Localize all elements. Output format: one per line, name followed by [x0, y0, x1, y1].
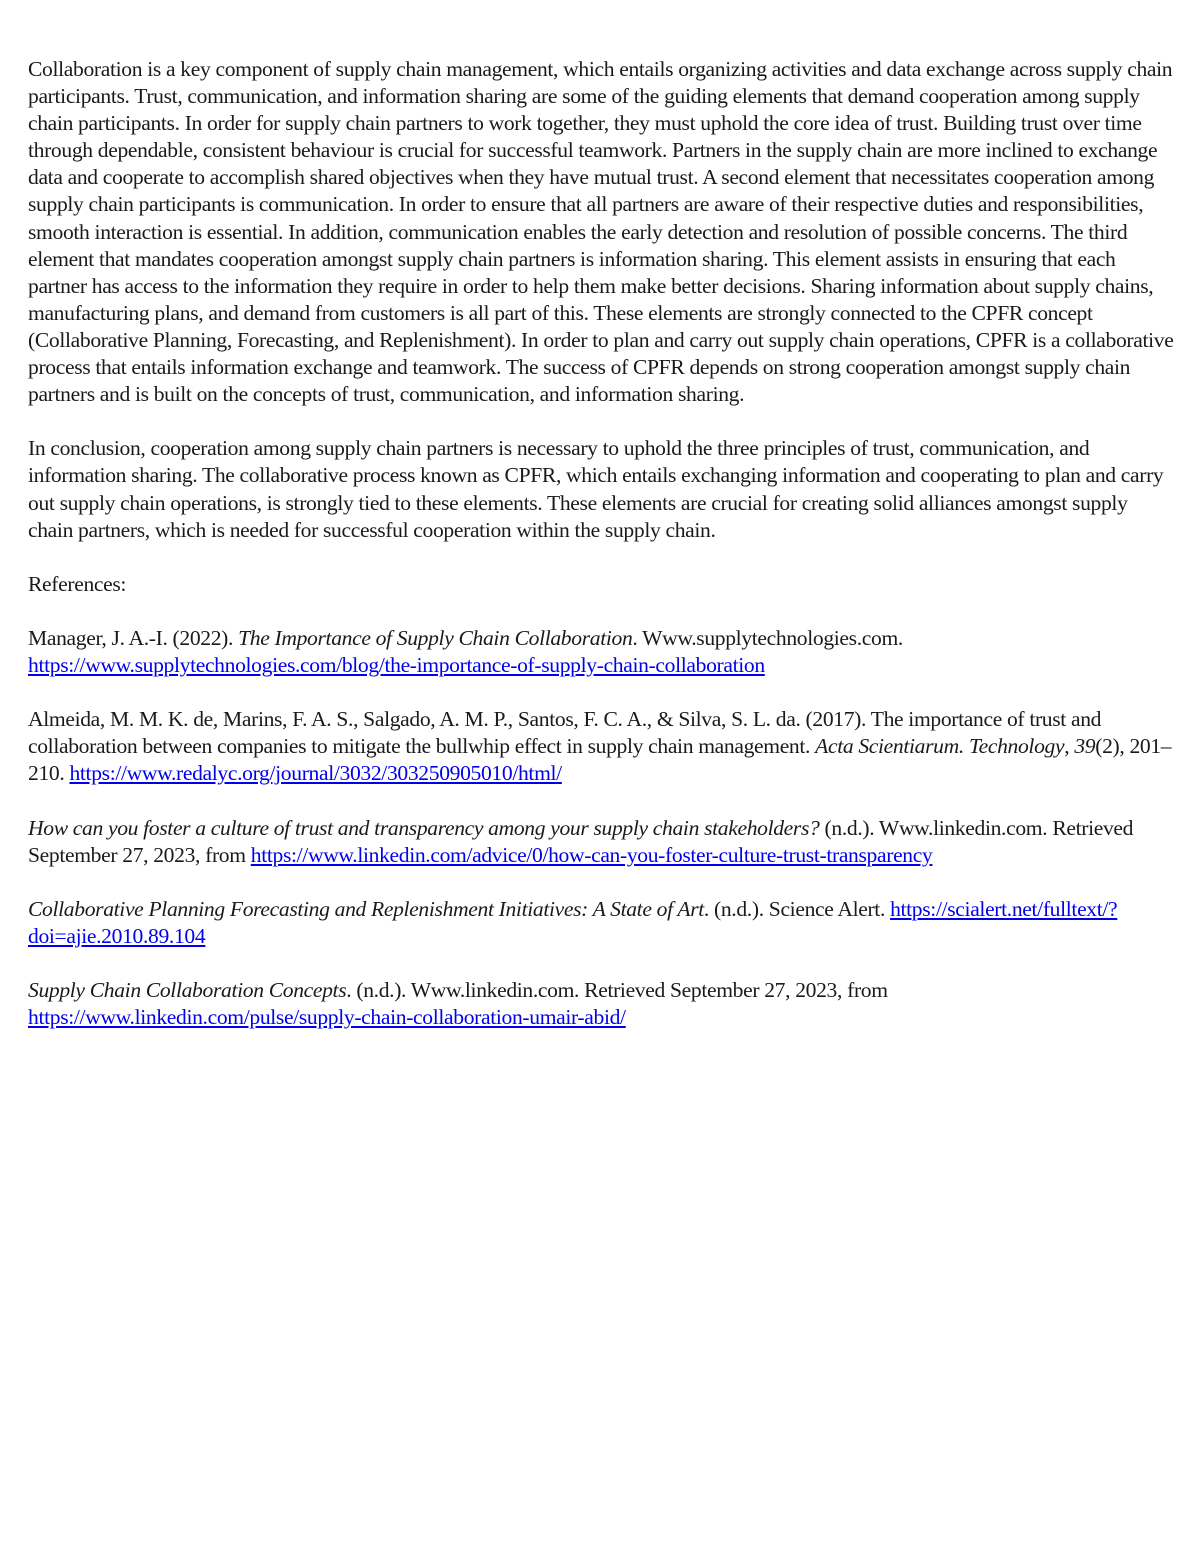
reference-source: . (n.d.). Www.linkedin.com. Retrieved September 27, 2023, from — [346, 978, 888, 1003]
references-heading: References: — [28, 571, 127, 596]
reference-entry-5 — [28, 977, 1174, 1031]
body-paragraph-1: Collaboration is a key component of supply chain management, which entails organizing activities and data exchange across supply chain participants. Trust, communication, and information sharing are some of the guiding elements that demand cooperation among supply chain participants. In order for supply chain partners to work together, they must uphold the core idea of trust. Building trust over time through dependable, consistent behaviour is crucial for successful teamwork. Partners in the supply chain are more inclined to exchange data and cooperate to accomplish shared objectives when they have mutual trust. A second element that necessitates cooperation among supply chain participants is communication. In order to ensure that all partners are aware of their respective duties and responsibilities, smooth interaction is essential. In addition, communication enables the early detection and resolution of possible concerns. The third element that mandates cooperation amongst supply chain partners is information sharing. This element assists in ensuring that each partner has access to the information they require in order to help them make better decisions. Sharing information about supply chains, manufacturing plans, and demand from customers is all part of this. These elements are strongly connected to the CPFR concept (Collaborative Planning, Forecasting, and Replenishment). In order to plan and carry out supply chain operations, CPFR is a collaborative process that entails information exchange and teamwork. The success of CPFR depends on strong cooperation amongst supply chain partners and is built on the concepts of trust, communication, and information sharing. — [28, 57, 1174, 407]
reference-link[interactable]: https://www.linkedin.com/advice/0/how-can-you-foster-culture-trust-transparency — [250, 842, 933, 867]
reference-link[interactable]: https://www.linkedin.com/pulse/supply-chain-collaboration-umair-abid/ — [28, 1005, 626, 1030]
reference-title: Supply Chain Collaboration Concepts — [28, 978, 347, 1003]
reference-entry-4 — [28, 896, 1174, 950]
reference-source: . Www.supplytechnologies.com. — [632, 625, 903, 650]
document-page — [28, 56, 1174, 1058]
reference-source: (n.d.). Www.linkedin.com. Retrieved September 27, 2023, from — [28, 815, 1134, 867]
reference-volume: 39 — [1074, 734, 1096, 759]
reference-title: The Importance of Supply Chain Collaboration — [238, 625, 633, 650]
reference-title: How can you foster a culture of trust and transparency among your supply chain stakeholders? — [28, 815, 820, 840]
body-paragraph-2: In conclusion, cooperation among supply chain partners is necessary to uphold the three principles of trust, communication, and information sharing. The collaborative process known as CPFR, which entails exchanging information and cooperating to plan and carry out supply chain operations, is strongly tied to these elements. These elements are crucial for creating solid alliances amongst supply chain partners, which is needed for successful cooperation within the supply chain. — [28, 436, 1164, 542]
reference-entry-1 — [28, 625, 1174, 679]
reference-source: . (n.d.). Science Alert. — [703, 896, 891, 921]
reference-separator: , — [1064, 734, 1075, 759]
reference-authors: Manager, J. A.-I. (2022). — [28, 625, 239, 650]
reference-entry-2 — [28, 706, 1174, 787]
reference-journal: Acta Scientiarum. Technology — [815, 734, 1065, 759]
reference-authors: Almeida, M. M. K. de, Marins, F. A. S., Salgado, A. M. P., Santos, F. C. A., & Silva, S. L. da. (2017). The importance of trust and collaboration between companies to mitigate the bullwhip effect in supply chain management. — [28, 707, 1102, 759]
reference-link[interactable]: https://www.supplytechnologies.com/blog/the-importance-of-supply-chain-collaboration — [28, 653, 765, 678]
reference-link[interactable]: https://www.redalyc.org/journal/3032/303250905010/html/ — [69, 761, 562, 786]
reference-link[interactable]: https://scialert.net/fulltext/?doi=ajie.2010.89.104 — [28, 896, 1118, 948]
reference-pages: (2), 201–210. — [28, 734, 1172, 786]
reference-entry-3 — [28, 815, 1174, 869]
reference-title: Collaborative Planning Forecasting and Replenishment Initiatives: A State of Art — [28, 896, 704, 921]
